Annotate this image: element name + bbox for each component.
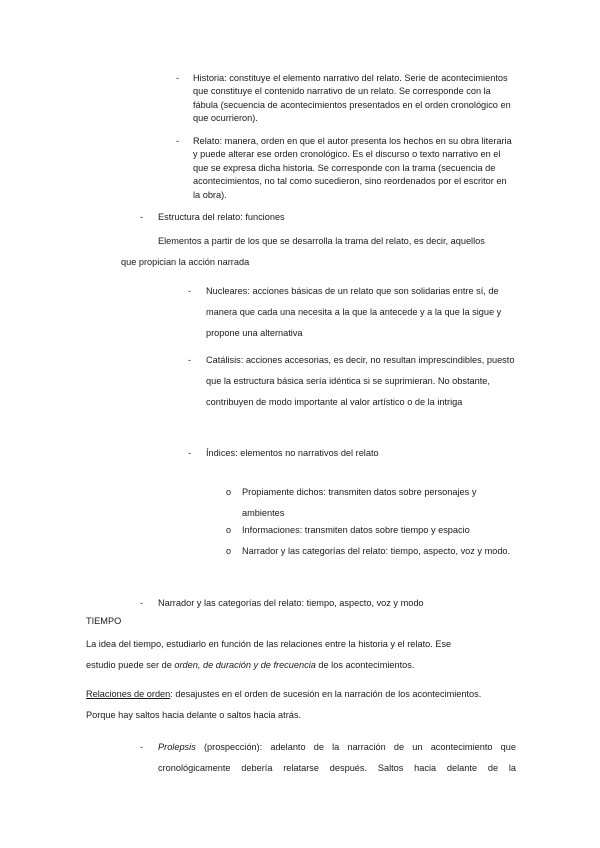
dash-bullet: -: [140, 742, 144, 752]
catalisis-text: Catálisis: acciones accesorias, es decir, no resultan imprescindibles, puesto que la estructura básica sería idéntica si se suprimieran. No obstante, contribuyen de modo importante al valor artístico o de la intriga: [206, 355, 515, 407]
prolepsis-line1-rest: (prospección): adelanto de la narración de un acontecimiento que: [195, 742, 516, 752]
intro-line2-post: de los acontecimientos.: [315, 660, 415, 670]
dash-bullet: -: [176, 136, 180, 146]
item-nucleares: [188, 281, 518, 344]
elementos-line1: Elementos a partir de los que se desarrolla la trama del relato, es decir, aquellos: [158, 236, 485, 246]
subitem-narrador: [226, 541, 516, 562]
prolepsis-line1: [158, 737, 516, 758]
intro-line2-emphasis: orden, de duración y de frecuencia: [174, 660, 316, 670]
indices-text: Índices: elementos no narrativos del relato: [206, 448, 379, 458]
tiempo-intro-line2: [86, 658, 566, 672]
narrador-main-text: Narrador y las categorías del relato: tiempo, aspecto, voz y modo: [158, 598, 424, 608]
orden-line2: Porque hay saltos hacia delante o saltos hacia atrás.: [86, 710, 302, 720]
estructura-text: Estructura del relato: funciones: [158, 212, 285, 222]
item-relato: [176, 135, 516, 202]
orden-line1: [86, 687, 576, 701]
circle-bullet: o: [226, 487, 232, 497]
dash-bullet: -: [140, 212, 144, 222]
item-indices: [188, 446, 518, 460]
item-historia: [176, 72, 516, 126]
nucleares-text: Nucleares: acciones básicas de un relato que son solidarias entre sí, de manera que cada una necesita a la que la antecede y a la que la sigue y propone una alternativa: [206, 286, 502, 338]
elementos-line2: que propician la acción narrada: [121, 257, 250, 267]
tiempo-intro-line1: La idea del tiempo, estudiarlo en función de las relaciones entre la historia y el relato. Ese: [86, 639, 452, 649]
item-prolepsis: [140, 737, 516, 779]
dash-bullet: -: [140, 598, 144, 608]
prolepsis-line2: cronológicamente debería relatarse después. Saltos hacia delante de la: [158, 763, 516, 773]
tiempo-heading: TIEMPO: [86, 616, 122, 626]
dash-bullet: -: [188, 286, 192, 296]
orden-rest: : desajustes en el orden de sucesión en la narración de los acontecimientos.: [170, 689, 482, 699]
subitem-informaciones: [226, 523, 526, 537]
relato-text: Relato: manera, orden en que el autor presenta los hechos en su obra literaria y puede alterar ese orden cronológico. Es el discurso o texto narrativo en el que se expresa dicha historia. Se corresponde con la trama (secuencia de acontecimientos, no tal como sucedieron, sino reordenados por el escritor en la obra).: [193, 136, 512, 200]
intro-line2-pre: estudio puede ser de: [86, 660, 175, 670]
subitem-propiamente: [226, 482, 516, 524]
informaciones-text: Informaciones: transmiten datos sobre tiempo y espacio: [242, 525, 470, 535]
narrador-sub-text: Narrador y las categorías del relato: tiempo, aspecto, voz y modo.: [242, 546, 511, 556]
item-catalisis: [188, 350, 518, 413]
prolepsis-term: Prolepsis: [158, 742, 196, 752]
orden-label: Relaciones de orden: [86, 689, 171, 699]
historia-text: Historia: constituye el elemento narrativo del relato. Serie de acontecimientos que constituye el contenido narrativo de un relato. Se corresponde con la fábula (secuencia de acontecimientos presentados en el orden cronológico en que ocurrieron).: [193, 73, 511, 124]
item-estructura: [140, 210, 520, 224]
dash-bullet: -: [188, 448, 192, 458]
circle-bullet: o: [226, 525, 232, 535]
propiamente-text: Propiamente dichos: transmiten datos sobre personajes y ambientes: [242, 487, 477, 518]
dash-bullet: -: [188, 355, 192, 365]
item-narrador: [140, 596, 540, 610]
dash-bullet: -: [176, 73, 180, 83]
circle-bullet: o: [226, 546, 232, 556]
